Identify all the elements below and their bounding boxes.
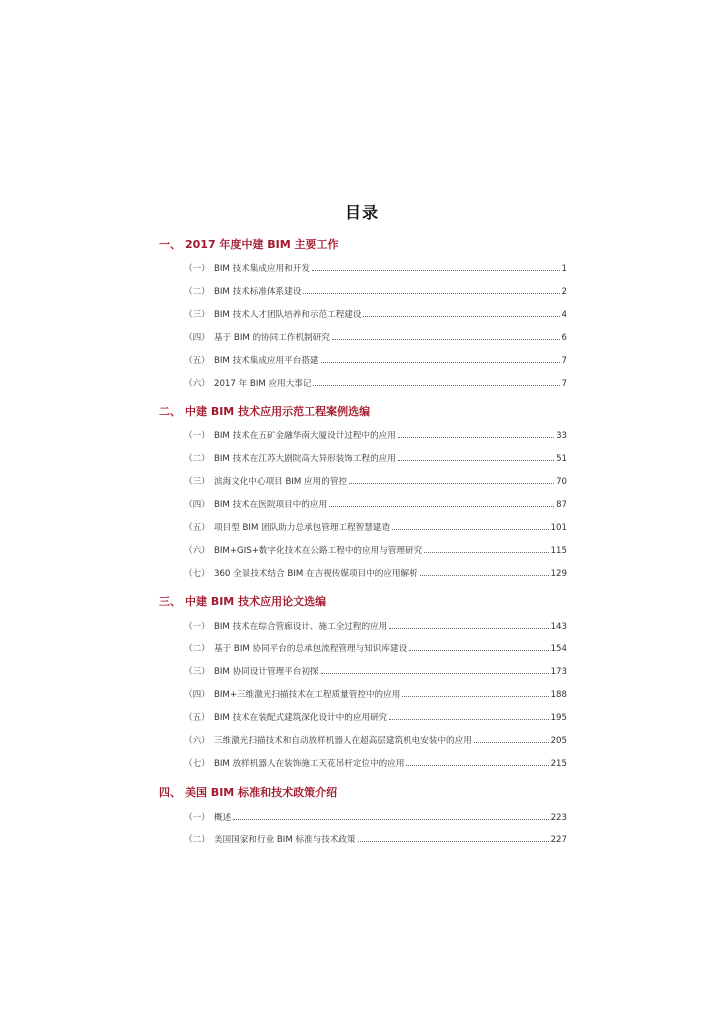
entry-index: （四） [184, 500, 210, 510]
entry-index: （六） [184, 379, 210, 389]
entry-page: 7 [561, 356, 567, 366]
dot-leader [358, 840, 549, 842]
entry-title: 基于 BIM 的协同工作机制研究 [214, 333, 330, 343]
entry-page: 195 [550, 713, 567, 723]
entry-title: 360 全景技术结合 BIM 在吉视传媒项目中的应用解析 [214, 569, 418, 579]
entry-index: （二） [184, 644, 210, 654]
toc-entry[interactable] [184, 833, 567, 847]
entry-page: 223 [550, 813, 567, 823]
section-heading[interactable] [159, 784, 579, 800]
entry-index: （五） [184, 713, 210, 723]
entry-index: （一） [184, 264, 210, 274]
entry-page: 143 [550, 622, 567, 632]
dot-leader [321, 672, 549, 674]
toc-entry[interactable] [184, 521, 567, 535]
entry-index: （七） [184, 759, 210, 769]
toc-entry[interactable] [184, 665, 567, 679]
dot-leader [398, 459, 554, 461]
section-number: 二、 [159, 405, 181, 418]
entry-page: 2 [561, 287, 567, 297]
toc-entry[interactable] [184, 475, 567, 489]
entry-page: 227 [550, 835, 567, 845]
dot-leader [332, 338, 560, 340]
entry-title: 项目型 BIM 团队助力总承包管理工程智慧建造 [214, 523, 390, 533]
entry-page: 1 [561, 264, 567, 274]
entry-title: 基于 BIM 协同平台的总承包流程管理与知识库建设 [214, 644, 408, 654]
entry-page: 33 [556, 431, 567, 441]
section-title: 中建 BIM 技术应用示范工程案例选编 [185, 405, 371, 418]
dot-leader [398, 436, 554, 438]
dot-leader [321, 361, 560, 363]
entry-index: （一） [184, 813, 210, 823]
entry-page: 87 [556, 500, 567, 510]
entry-page: 4 [561, 310, 567, 320]
entry-index: （四） [184, 333, 210, 343]
entry-index: （二） [184, 454, 210, 464]
entry-index: （五） [184, 356, 210, 366]
dot-leader [392, 528, 549, 530]
entry-index: （三） [184, 667, 210, 677]
dot-leader [406, 764, 548, 766]
entry-index: （七） [184, 569, 210, 579]
entry-index: （六） [184, 736, 210, 746]
entry-index: （四） [184, 690, 210, 700]
toc-entry[interactable] [184, 452, 567, 466]
section-number: 一、 [159, 238, 181, 251]
dot-leader [409, 649, 548, 651]
toc-entry[interactable] [184, 811, 567, 825]
entry-index: （二） [184, 835, 210, 845]
dot-leader [313, 384, 559, 386]
dot-leader [424, 551, 548, 553]
entry-index: （五） [184, 523, 210, 533]
section-number: 三、 [159, 595, 181, 608]
entry-title: 三维激光扫描技术和自动放样机器人在超高层建筑机电安装中的应用 [214, 736, 472, 746]
section-number: 四、 [159, 786, 181, 799]
toc-entry[interactable] [184, 285, 567, 299]
section-heading[interactable] [159, 403, 579, 419]
entry-title: BIM+三维激光扫描技术在工程质量管控中的应用 [214, 690, 401, 700]
entry-page: 70 [556, 477, 567, 487]
section-title: 中建 BIM 技术应用论文选编 [185, 595, 327, 608]
dot-leader [329, 505, 554, 507]
entry-page: 6 [561, 333, 567, 343]
entry-index: （三） [184, 310, 210, 320]
toc-entry[interactable] [184, 429, 567, 443]
entry-title: BIM 技术在五矿金融华南大厦设计过程中的应用 [214, 431, 396, 441]
section-heading[interactable] [159, 593, 579, 609]
page-title: 目录 [344, 203, 379, 222]
entry-title: 滨海文化中心项目 BIM 应用的管控 [214, 477, 348, 487]
dot-leader [363, 315, 559, 317]
entry-title: BIM 技术人才团队培养和示范工程建设 [214, 310, 362, 320]
dot-leader [420, 574, 549, 576]
toc-entry[interactable] [184, 734, 567, 748]
entry-page: 7 [561, 379, 567, 389]
entry-page: 205 [550, 736, 567, 746]
entry-title: BIM 技术集成应用平台搭建 [214, 356, 319, 366]
entry-title: BIM 技术在江苏大剧院高大异形装饰工程的应用 [214, 454, 396, 464]
entry-index: （一） [184, 622, 210, 632]
dot-leader [389, 627, 548, 629]
section-title: 美国 BIM 标准和技术政策介绍 [185, 786, 338, 799]
entry-title: BIM 技术在综合管廊设计、施工全过程的应用 [214, 622, 388, 632]
toc-entry[interactable] [184, 688, 567, 702]
toc-entry[interactable] [184, 544, 567, 558]
dot-leader [389, 718, 548, 720]
entry-title: 美国国家和行业 BIM 标准与技术政策 [214, 835, 356, 845]
entry-page: 115 [550, 546, 567, 556]
dot-leader [312, 269, 560, 271]
toc-entry[interactable] [184, 308, 567, 322]
toc-entry[interactable] [184, 498, 567, 512]
section-heading[interactable] [159, 236, 579, 252]
toc-entry[interactable] [184, 331, 567, 345]
entry-page: 215 [550, 759, 567, 769]
entry-page: 188 [550, 690, 567, 700]
section-title: 2017 年度中建 BIM 主要工作 [185, 238, 339, 251]
entry-title: BIM+GIS+数字化技术在公路工程中的应用与管理研究 [214, 546, 423, 556]
entry-title: BIM 协同设计管理平台初探 [214, 667, 319, 677]
entry-title: BIM 技术在装配式建筑深化设计中的应用研究 [214, 713, 388, 723]
toc-entry[interactable] [184, 262, 567, 276]
dot-leader [233, 818, 548, 820]
entry-title: 概述 [214, 813, 232, 823]
entry-page: 129 [550, 569, 567, 579]
entry-title: BIM 技术集成应用和开发 [214, 264, 310, 274]
toc-entry[interactable] [184, 757, 567, 771]
toc-entry[interactable] [184, 620, 567, 634]
entry-title: 2017 年 BIM 应用大事记 [214, 379, 312, 389]
dot-leader [402, 695, 548, 697]
toc-entry[interactable] [184, 711, 567, 725]
entry-index: （三） [184, 477, 210, 487]
entry-title: BIM 技术标准体系建设 [214, 287, 302, 297]
entry-index: （二） [184, 287, 210, 297]
dot-leader [474, 741, 549, 743]
toc-entry[interactable] [184, 642, 567, 656]
dot-leader [349, 482, 554, 484]
toc-entry[interactable] [184, 354, 567, 368]
entry-page: 51 [556, 454, 567, 464]
toc-entry[interactable] [184, 567, 567, 581]
entry-page: 173 [550, 667, 567, 677]
entry-page: 154 [550, 644, 567, 654]
entry-title: BIM 技术在医院项目中的应用 [214, 500, 328, 510]
toc-entry[interactable] [184, 377, 567, 391]
entry-title: BIM 放样机器人在装饰施工天花吊杆定位中的应用 [214, 759, 405, 769]
entry-index: （一） [184, 431, 210, 441]
dot-leader [303, 292, 559, 294]
entry-index: （六） [184, 546, 210, 556]
entry-page: 101 [550, 523, 567, 533]
